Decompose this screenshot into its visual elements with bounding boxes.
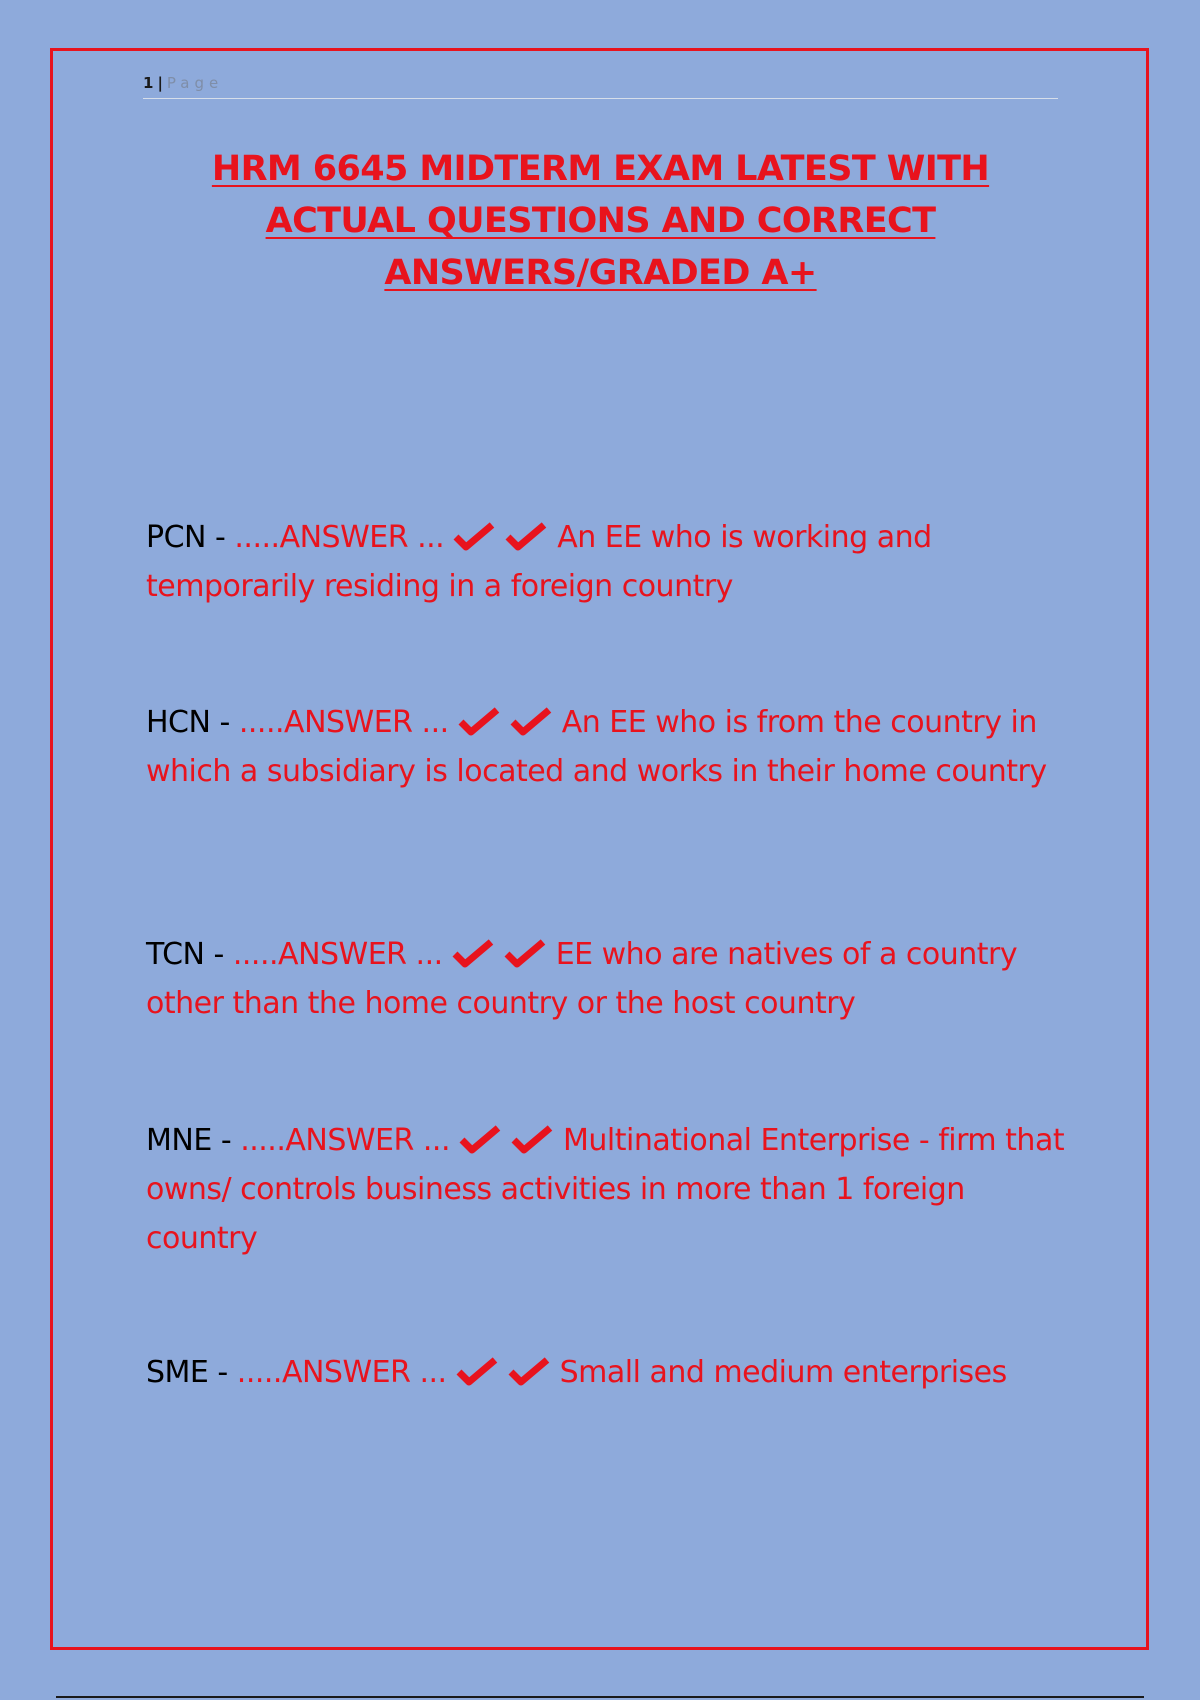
answer-marker: .....ANSWER ... — [238, 705, 458, 740]
page-label: Page — [166, 74, 224, 92]
qa-term: PCN - — [146, 520, 235, 555]
qa-item — [146, 1348, 1066, 1397]
answer-marker: .....ANSWER ... — [234, 520, 454, 555]
qa-item — [146, 930, 1066, 1028]
qa-term: SME - — [146, 1355, 237, 1390]
checkmark-icon — [452, 939, 494, 969]
page-number: 1 — [143, 74, 154, 92]
checkmark-icon — [508, 1357, 550, 1387]
qa-term: HCN - — [146, 705, 239, 740]
checkmark-icon — [459, 1125, 501, 1155]
page-header — [143, 72, 1058, 99]
checkmark-icon — [511, 1125, 553, 1155]
answer-marker: .....ANSWER ... — [240, 1123, 460, 1158]
qa-answer: An EE who is from the country in which a subsidiary is located and works in their home country — [146, 705, 1047, 789]
qa-answer: Multinational Enterprise - firm that owns/ controls business activities in more than 1 foreign country — [146, 1123, 1065, 1256]
qa-item — [146, 1116, 1066, 1263]
qa-item — [146, 513, 1066, 611]
answer-marker: .....ANSWER ... — [236, 1355, 456, 1390]
qa-answer: Small and medium enterprises — [559, 1355, 1007, 1390]
qa-item — [146, 698, 1066, 796]
answer-marker: .....ANSWER ... — [232, 937, 452, 972]
checkmark-icon — [453, 522, 495, 552]
qa-answer: EE who are natives of a country other than the home country or the host country — [146, 937, 1018, 1021]
qa-answer: An EE who is working and temporarily residing in a foreign country — [146, 520, 932, 604]
checkmark-icon — [458, 707, 500, 737]
footer-rule — [56, 1696, 1144, 1698]
document-title: HRM 6645 MIDTERM EXAM LATEST WITH ACTUAL QUESTIONS AND CORRECT ANSWERS/GRADED A+ — [211, 149, 990, 293]
checkmark-icon — [510, 707, 552, 737]
page-separator: | — [157, 74, 163, 92]
qa-term: TCN - — [146, 937, 233, 972]
checkmark-icon — [505, 522, 547, 552]
checkmark-icon — [504, 939, 546, 969]
checkmark-icon — [456, 1357, 498, 1387]
qa-term: MNE - — [146, 1123, 241, 1158]
